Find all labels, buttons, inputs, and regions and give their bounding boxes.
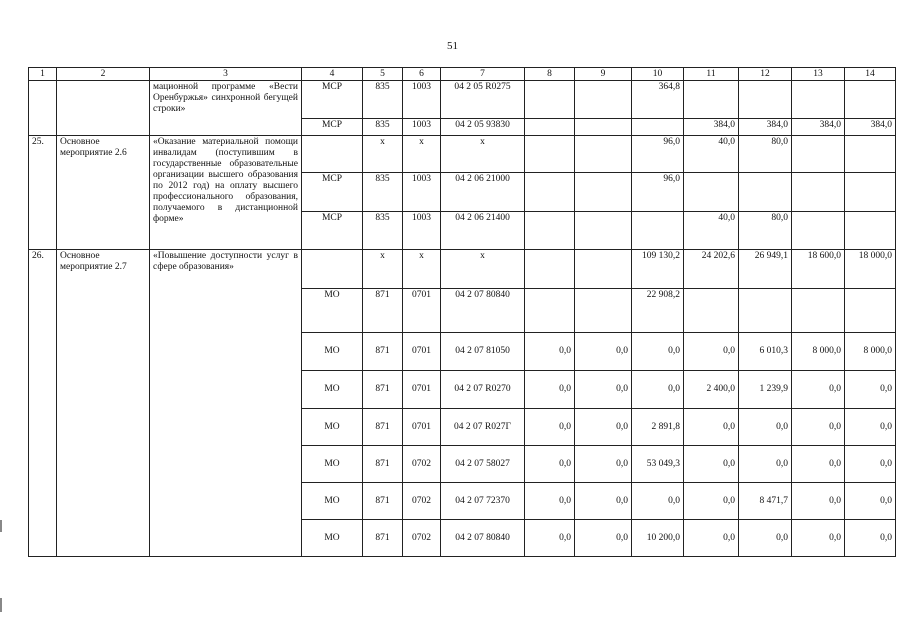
table-cell: 0,0: [739, 446, 792, 483]
table-cell: 2 400,0: [684, 371, 739, 409]
table-cell: 22 908,2: [632, 289, 684, 333]
table-cell: 871: [363, 289, 403, 333]
table-cell: [525, 136, 575, 173]
table-cell: 96,0: [632, 173, 684, 212]
table-cell: 8 471,7: [739, 483, 792, 520]
table-cell: 871: [363, 371, 403, 409]
table-cell: [792, 136, 845, 173]
table-cell: 0,0: [792, 446, 845, 483]
event-name: [57, 81, 150, 136]
table-cell: 0702: [403, 446, 441, 483]
table-cell: 0,0: [845, 409, 896, 446]
table-cell: х: [363, 250, 403, 289]
table-cell: МО: [302, 371, 363, 409]
table-cell: 835: [363, 173, 403, 212]
table-cell: 871: [363, 409, 403, 446]
table-cell: 0,0: [632, 333, 684, 371]
table-cell: 0,0: [575, 520, 632, 557]
table-cell: 0,0: [792, 409, 845, 446]
table-cell: 0,0: [792, 520, 845, 557]
table-cell: 8 000,0: [845, 333, 896, 371]
table-cell: [845, 81, 896, 119]
table-cell: [525, 173, 575, 212]
table-cell: 0,0: [575, 409, 632, 446]
table-cell: [575, 81, 632, 119]
table-cell: х: [403, 250, 441, 289]
table-cell: [525, 81, 575, 119]
table-cell: [302, 250, 363, 289]
table-cell: 871: [363, 446, 403, 483]
column-header: 4: [302, 68, 363, 81]
table-cell: МО: [302, 409, 363, 446]
table-cell: [845, 289, 896, 333]
table-cell: 0,0: [684, 409, 739, 446]
table-cell: 04 2 07 80840: [441, 289, 525, 333]
table-cell: 04 2 05 93830: [441, 119, 525, 136]
table-cell: 0701: [403, 409, 441, 446]
table-cell: [739, 289, 792, 333]
table-cell: [575, 173, 632, 212]
row-number: 25.: [29, 136, 57, 250]
table-cell: 24 202,6: [684, 250, 739, 289]
table-cell: 8 000,0: [792, 333, 845, 371]
row-number: [29, 81, 57, 136]
budget-table: [28, 67, 896, 557]
table-cell: 0,0: [845, 483, 896, 520]
table-cell: 53 049,3: [632, 446, 684, 483]
table-cell: [739, 173, 792, 212]
table-cell: 0,0: [525, 409, 575, 446]
table-cell: МО: [302, 333, 363, 371]
column-header: 3: [150, 68, 302, 81]
table-cell: 04 2 07 R027Г: [441, 409, 525, 446]
table-cell: х: [403, 136, 441, 173]
table-cell: 80,0: [739, 136, 792, 173]
table-cell: 04 2 07 72370: [441, 483, 525, 520]
table-cell: [632, 119, 684, 136]
column-header: 12: [739, 68, 792, 81]
table-cell: 0,0: [845, 371, 896, 409]
column-header: 6: [403, 68, 441, 81]
event-name: Основное мероприятие 2.6: [57, 136, 150, 250]
table-header-row: [29, 68, 896, 81]
table-cell: 04 2 07 81050: [441, 333, 525, 371]
table-cell: 0702: [403, 483, 441, 520]
margin-mark: [0, 520, 2, 532]
table-cell: МСР: [302, 119, 363, 136]
table-cell: МСР: [302, 212, 363, 250]
event-name: Основное мероприятие 2.7: [57, 250, 150, 557]
table-cell: 835: [363, 119, 403, 136]
table-cell: х: [363, 136, 403, 173]
table-cell: [792, 212, 845, 250]
table-cell: 0702: [403, 520, 441, 557]
table-cell: 04 2 07 58027: [441, 446, 525, 483]
table-cell: 0,0: [575, 333, 632, 371]
table-cell: 384,0: [792, 119, 845, 136]
table-cell: [575, 119, 632, 136]
table-cell: 835: [363, 81, 403, 119]
table-cell: 384,0: [845, 119, 896, 136]
table-cell: 0,0: [684, 333, 739, 371]
table-cell: 40,0: [684, 212, 739, 250]
table-cell: [684, 173, 739, 212]
table-cell: 6 010,3: [739, 333, 792, 371]
table-cell: 0,0: [575, 371, 632, 409]
column-header: 2: [57, 68, 150, 81]
table-cell: 96,0: [632, 136, 684, 173]
table-cell: 0,0: [632, 371, 684, 409]
event-description: «Оказание материальной помощи инвалидам (поступившим в государственные образовательные организации высшего образования по 2012 год) на оплату высшего профессионального образования, получаемого в дистанционной форме»: [150, 136, 302, 250]
table-cell: [792, 81, 845, 119]
column-header: 7: [441, 68, 525, 81]
table-cell: [525, 119, 575, 136]
table-cell: 0,0: [739, 409, 792, 446]
table-cell: МСР: [302, 81, 363, 119]
table-cell: 1003: [403, 173, 441, 212]
table-cell: [525, 212, 575, 250]
table-row: [29, 250, 896, 289]
table-cell: 871: [363, 520, 403, 557]
table-cell: 0,0: [684, 483, 739, 520]
table-cell: [792, 289, 845, 333]
table-cell: 1 239,9: [739, 371, 792, 409]
table-cell: [792, 173, 845, 212]
table-cell: 0701: [403, 333, 441, 371]
table-cell: 26 949,1: [739, 250, 792, 289]
table-cell: 0,0: [525, 483, 575, 520]
column-header: 10: [632, 68, 684, 81]
table-cell: 2 891,8: [632, 409, 684, 446]
table-cell: 10 200,0: [632, 520, 684, 557]
table-cell: 871: [363, 483, 403, 520]
table-cell: 04 2 05 R0275: [441, 81, 525, 119]
table-cell: [845, 136, 896, 173]
table-cell: х: [441, 250, 525, 289]
table-cell: 0701: [403, 289, 441, 333]
table-cell: 40,0: [684, 136, 739, 173]
column-header: 14: [845, 68, 896, 81]
table-row: [29, 81, 896, 119]
table-cell: [575, 136, 632, 173]
table-cell: 0,0: [575, 483, 632, 520]
table-cell: 04 2 06 21000: [441, 173, 525, 212]
table-cell: 0,0: [684, 446, 739, 483]
page-number: 51: [447, 40, 458, 52]
table-cell: МО: [302, 289, 363, 333]
column-header: 1: [29, 68, 57, 81]
table-cell: 0,0: [525, 333, 575, 371]
table-cell: [684, 289, 739, 333]
table-cell: [845, 173, 896, 212]
table-cell: 0,0: [792, 371, 845, 409]
table-cell: 0,0: [525, 520, 575, 557]
table-cell: [302, 136, 363, 173]
table-cell: х: [441, 136, 525, 173]
table-cell: 1003: [403, 81, 441, 119]
table-cell: 384,0: [684, 119, 739, 136]
table-cell: МО: [302, 520, 363, 557]
table-cell: 80,0: [739, 212, 792, 250]
table-cell: 04 2 06 21400: [441, 212, 525, 250]
table-cell: [845, 212, 896, 250]
table-cell: МСР: [302, 173, 363, 212]
event-description: мационной программе «Вести Оренбуржья» синхронной бегущей строки»: [150, 81, 302, 136]
row-number: 26.: [29, 250, 57, 557]
column-header: 5: [363, 68, 403, 81]
table-cell: [684, 81, 739, 119]
table-cell: 109 130,2: [632, 250, 684, 289]
column-header: 8: [525, 68, 575, 81]
table-cell: 0,0: [525, 371, 575, 409]
table-cell: 1003: [403, 212, 441, 250]
table-cell: 1003: [403, 119, 441, 136]
table-cell: 0,0: [632, 483, 684, 520]
table-cell: 0,0: [792, 483, 845, 520]
column-header: 9: [575, 68, 632, 81]
table-cell: [575, 289, 632, 333]
table-cell: [575, 250, 632, 289]
table-cell: 0701: [403, 371, 441, 409]
table-cell: 18 600,0: [792, 250, 845, 289]
column-header: 11: [684, 68, 739, 81]
event-description: «Повышение доступности услуг в сфере образования»: [150, 250, 302, 557]
table-cell: 871: [363, 333, 403, 371]
table-cell: [632, 212, 684, 250]
table-row: [29, 136, 896, 173]
table-cell: 364,8: [632, 81, 684, 119]
table-cell: [525, 289, 575, 333]
table-cell: 04 2 07 80840: [441, 520, 525, 557]
table-cell: 18 000,0: [845, 250, 896, 289]
table-cell: 835: [363, 212, 403, 250]
table-cell: 04 2 07 R0270: [441, 371, 525, 409]
table-cell: МО: [302, 446, 363, 483]
table-cell: [575, 212, 632, 250]
table-cell: 384,0: [739, 119, 792, 136]
table-cell: МО: [302, 483, 363, 520]
table-cell: 0,0: [575, 446, 632, 483]
margin-mark: [0, 598, 2, 612]
table-cell: 0,0: [739, 520, 792, 557]
column-header: 13: [792, 68, 845, 81]
table-cell: 0,0: [845, 520, 896, 557]
table-cell: [525, 250, 575, 289]
table-cell: 0,0: [525, 446, 575, 483]
table-cell: [739, 81, 792, 119]
table-cell: 0,0: [845, 446, 896, 483]
table-cell: 0,0: [684, 520, 739, 557]
